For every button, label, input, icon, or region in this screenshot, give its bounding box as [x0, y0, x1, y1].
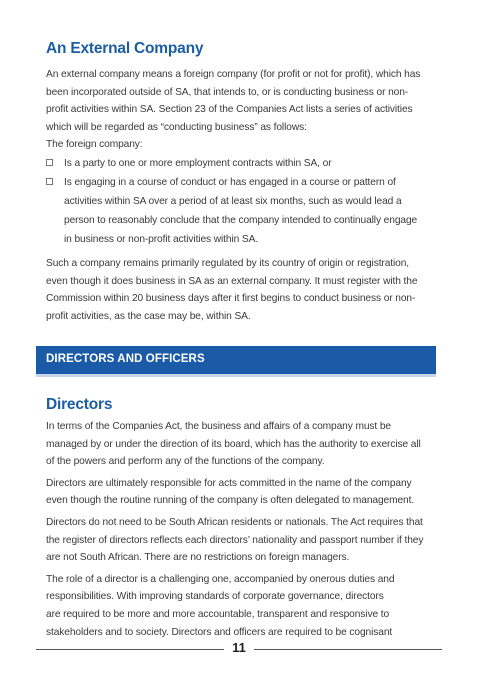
text-line: The foreign company:	[46, 139, 143, 151]
bullet-square-icon	[46, 159, 53, 166]
text-line: The role of a director is a challenging one, accompanied by onerous duties and	[46, 573, 395, 585]
text-line: which will be regarded as “conducting business” as follows:	[46, 121, 307, 133]
section-header-bar	[36, 346, 436, 374]
directors-section	[46, 394, 436, 645]
text-line: person to reasonably conclude that the company intended to continually engage	[64, 214, 418, 226]
text-line: activities within SA over a period of at least six months, such as would lead a	[64, 195, 402, 207]
directors-paragraph	[46, 514, 436, 567]
external-closing	[46, 255, 436, 325]
text-line: even though it does business in SA as an external company. It must register with the	[46, 275, 418, 287]
text-line: are not South African. There are no restrictions on foreign managers.	[46, 552, 350, 564]
text-line: Directors do not need to be South African residents or nationals. The Act requires that	[46, 516, 423, 528]
text-line: Commission within 20 business days after it first begins to conduct business or non-	[46, 293, 416, 305]
text-line: are required to be more and more accountable, transparent and responsive to	[46, 608, 390, 620]
text-line: responsibilities. With improving standards of corporate governance, directors	[46, 591, 384, 603]
external-company-heading: An External Company	[46, 40, 204, 57]
external-intro	[46, 66, 436, 154]
footer-rule	[254, 649, 442, 650]
text-line: even though the routine running of the company is often delegated to management.	[46, 495, 415, 507]
footer-rule	[36, 649, 224, 650]
page-number: 11	[232, 640, 246, 655]
text-line: in business or non-profit activities within SA.	[64, 233, 259, 245]
text-line: An external company means a foreign company (for profit or not for profit), which has	[46, 69, 421, 80]
text-line: In terms of the Companies Act, the business and affairs of a company must be	[46, 421, 391, 432]
text-line: Is engaging in a course of conduct or has engaged in a course or pattern of	[64, 176, 396, 188]
section-header-label: DIRECTORS AND OFFICERS	[46, 353, 205, 365]
text-line: been incorporated outside of SA, that intends to, or is conducting business or non-	[46, 86, 409, 98]
list-item	[46, 154, 436, 173]
text-line: managed by or under the direction of its board, which has the authority to exercise all	[46, 438, 421, 450]
directors-heading: Directors	[46, 396, 113, 413]
page-footer	[36, 640, 442, 660]
text-line: profit activities within SA. Section 23 of the Companies Act lists a series of activities	[46, 104, 413, 116]
text-line: Such a company remains primarily regulated by its country of origin or registration,	[46, 257, 410, 269]
bullet-square-icon	[46, 178, 53, 185]
text-line: of the powers and perform any of the functions of the company.	[46, 456, 325, 468]
text-line: stakeholders and to society. Directors and officers are required to be cognisant	[46, 626, 393, 638]
directors-paragraph	[46, 475, 436, 510]
text-line: profit activities, as the case may be, within SA.	[46, 310, 251, 322]
text-line: Directors are ultimately responsible for acts committed in the name of the company	[46, 477, 412, 489]
activity-list	[46, 154, 436, 249]
directors-paragraph	[46, 571, 436, 641]
directors-paragraph	[46, 418, 436, 471]
text-line: Is a party to one or more employment contracts within SA, or	[64, 157, 332, 169]
external-company-section	[46, 38, 436, 325]
list-item	[46, 173, 436, 249]
text-line: the register of directors reflects each directors’ nationality and passport number if they	[46, 534, 424, 546]
